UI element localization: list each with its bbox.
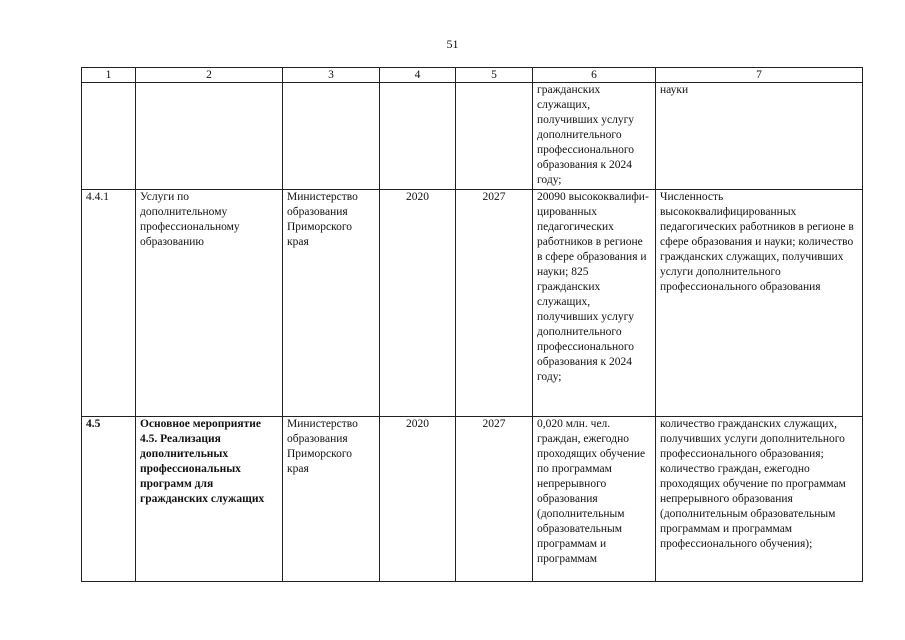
cell-executor: Министерство образования Приморского края (283, 417, 380, 582)
cell-end-year: 2027 (456, 190, 533, 417)
cell-name (136, 83, 283, 190)
header-row (82, 68, 863, 83)
table-row (82, 417, 863, 582)
table-row (82, 190, 863, 417)
cell-start-year (380, 83, 456, 190)
cell-start-year: 2020 (380, 417, 456, 582)
cell-start-year: 2020 (380, 190, 456, 417)
column-header-6: 6 (533, 68, 656, 83)
cell-indicator: науки (656, 83, 863, 190)
measures-table (81, 67, 863, 582)
column-header-5: 5 (456, 68, 533, 83)
cell-num: 4.5 (82, 417, 136, 582)
cell-indicator: Численность высококвалифицированных педагогических работников в регионе в сфере образования и науки; количество гражданских служащих, получивших услуги дополнительного профессионального образования (656, 190, 863, 417)
column-header-2: 2 (136, 68, 283, 83)
cell-result: 20090 высококвалифи-цированных педагогических работников в регионе в сфере образования и науки; 825 гражданских служащих, получивших услугу дополнительного профессионального образования к 2024 году; (533, 190, 656, 417)
cell-name: Основное мероприятие 4.5. Реализация дополнительных профессиональных программ для гражданских служащих (136, 417, 283, 582)
cell-num: 4.4.1 (82, 190, 136, 417)
cell-name: Услуги по дополнительному профессиональному образованию (136, 190, 283, 417)
cell-end-year: 2027 (456, 417, 533, 582)
cell-num (82, 83, 136, 190)
column-header-4: 4 (380, 68, 456, 83)
column-header-3: 3 (283, 68, 380, 83)
cell-end-year (456, 83, 533, 190)
cell-executor: Министерство образования Приморского края (283, 190, 380, 417)
cell-executor (283, 83, 380, 190)
column-header-7: 7 (656, 68, 863, 83)
page-number: 51 (446, 37, 459, 51)
cell-result: 0,020 млн. чел. граждан, ежегодно проходящих обучение по программам непрерывного образования (дополнительным образовательным программам и программам (533, 417, 656, 582)
column-header-1: 1 (82, 68, 136, 83)
cell-indicator: количество гражданских служащих, получивших услуги дополнительного профессионального образования; количество граждан, ежегодно проходящих обучение по программам непрерывного образования (дополнительным образовательным программам и программам профессионального обучения); (656, 417, 863, 582)
table-row (82, 83, 863, 190)
cell-result: гражданских служащих, получивших услугу дополнительного профессионального образования к 2024 году; (533, 83, 656, 190)
